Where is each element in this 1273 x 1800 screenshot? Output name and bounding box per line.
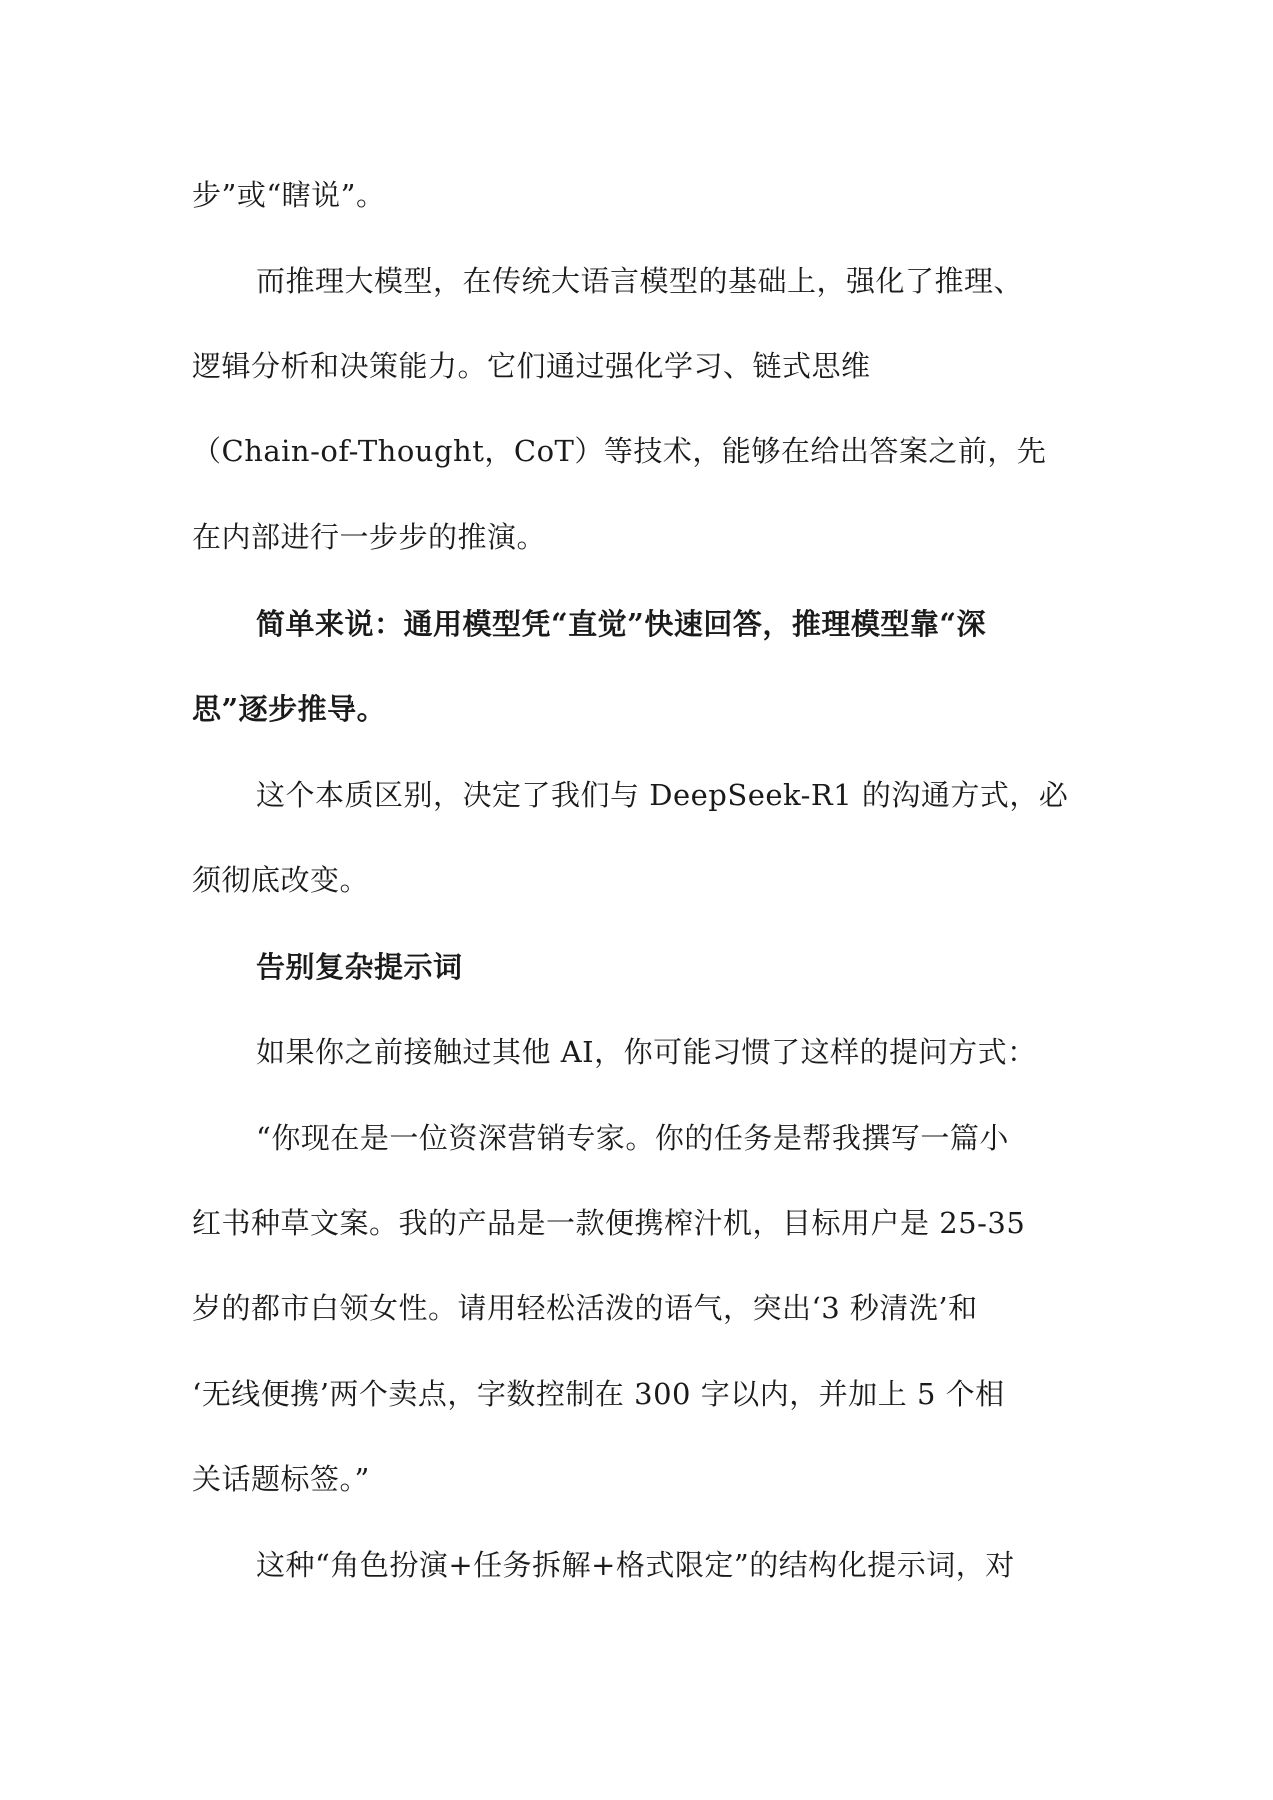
paragraph-line: 在内部进行一步步的推演。 <box>192 520 547 554</box>
quote-line: ‘无线便携’两个卖点，字数控制在 300 字以内，并加上 5 个相 <box>192 1377 1005 1411</box>
quote-line: 岁的都市白领女性。请用轻松活泼的语气，突出‘3 秒清洗’和 <box>192 1291 978 1325</box>
quote-line: “你现在是一位资深营销专家。你的任务是帮我撰写一篇小 <box>256 1121 1009 1155</box>
paragraph-line: 须彻底改变。 <box>192 863 370 897</box>
paragraph-line: （Chain-of-Thought，CoT）等技术，能够在给出答案之前，先 <box>192 434 1047 468</box>
quote-line: 红书种草文案。我的产品是一款便携榨汁机，目标用户是 25-35 <box>192 1206 1026 1240</box>
section-heading: 告别复杂提示词 <box>256 950 463 984</box>
paragraph-line: 如果你之前接触过其他 AI，你可能习惯了这样的提问方式： <box>256 1035 1037 1069</box>
paragraph-line: 这种“角色扮演+任务拆解+格式限定”的结构化提示词，对 <box>256 1548 1015 1582</box>
paragraph-line: 步”或“瞎说”。 <box>192 178 386 212</box>
emphasis-line: 简单来说：通用模型凭“直觉”快速回答，推理模型靠“深 <box>256 607 987 641</box>
emphasis-line: 思”逐步推导。 <box>192 692 387 726</box>
paragraph-line: 而推理大模型，在传统大语言模型的基础上，强化了推理、 <box>256 264 1024 298</box>
quote-line: 关话题标签。” <box>192 1462 370 1496</box>
paragraph-line: 逻辑分析和决策能力。它们通过强化学习、链式思维 <box>192 349 871 383</box>
paragraph-line: 这个本质区别，决定了我们与 DeepSeek-R1 的沟通方式，必 <box>256 778 1069 812</box>
